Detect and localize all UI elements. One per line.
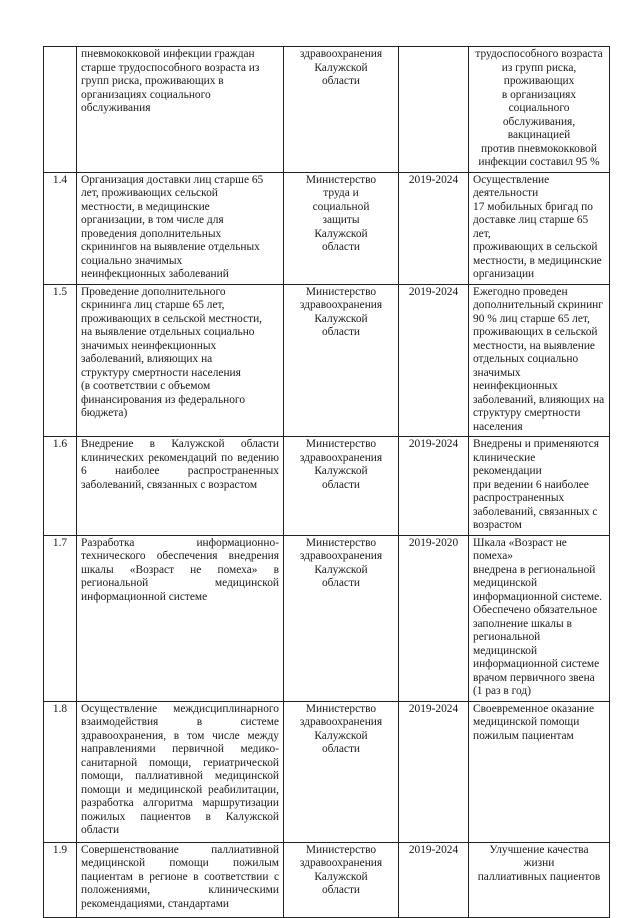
- measure-text: Осуществление междисциплинарного взаимодействия в системе здравоохранения, в том числе между направлениями первичной медико-санитарной помощи, гериатрической помощи, паллиативной медицинской помощи и медицинской реабилитации, разработка алгоритма маршрутизации пожилых пациентов в Калужской области: [77, 701, 284, 842]
- period-text: [399, 47, 469, 173]
- result-text: Внедрены и применяются клинические рекомендации при ведении 6 наиболее распространенных заболеваний, связанных с возрастом: [469, 437, 610, 536]
- table-row: [44, 284, 610, 437]
- measure-text: Совершенствование паллиативной медицинской помощи пожилым пациентам в регионе в соответствии с положениями, клиническими рекомендациями, стандартами: [77, 842, 284, 917]
- measure-text: Организация доставки лиц старше 65 лет, проживающих сельской местности, в медицинские организации, в том числе для проведения дополнительных скринингов на выявление отдельных социально значимых неинфекционных заболеваний: [77, 172, 284, 284]
- table-row: [44, 535, 610, 701]
- executor-text: Министерство здравоохранения Калужской области: [284, 437, 399, 536]
- executor-text: Министерство здравоохранения Калужской области: [284, 535, 399, 701]
- result-text: Улучшение качества жизни паллиативных пациентов: [469, 842, 610, 917]
- period-text: 2019-2024: [399, 842, 469, 917]
- table-row: [44, 701, 610, 842]
- executor-text: Министерство здравоохранения Калужской области: [284, 701, 399, 842]
- result-text: Осуществление деятельности 17 мобильных бригад по доставке лиц старше 65 лет, проживающих в сельской местности, в медицинские организации: [469, 172, 610, 284]
- period-text: 2019-2024: [399, 284, 469, 437]
- period-text: 2019-2024: [399, 437, 469, 536]
- row-number: 1.5: [44, 284, 77, 437]
- table-row: [44, 842, 610, 917]
- table-row: [44, 172, 610, 284]
- period-text: 2019-2024: [399, 172, 469, 284]
- table-row: [44, 47, 610, 173]
- table-row: [44, 437, 610, 536]
- row-number: 1.4: [44, 172, 77, 284]
- row-number: 1.6: [44, 437, 77, 536]
- measure-text: Проведение дополнительного скрининга лиц старше 65 лет, проживающих в сельской местности, на выявление отдельных социально значимых неинфекционных заболеваний, влияющих на структуру смертности населения (в соответствии с объемом финансирования из федерального бюджета): [77, 284, 284, 437]
- result-text: Ежегодно проведен дополнительный скрининг 90 % лиц старше 65 лет, проживающих в сельской местности, на выявление отдельных социально значимых неинфекционных заболеваний, влияющих на структуру смертности населения: [469, 284, 610, 437]
- executor-text: Министерство здравоохранения Калужской области: [284, 842, 399, 917]
- period-text: 2019-2020: [399, 535, 469, 701]
- executor-text: здравоохранения Калужской области: [284, 47, 399, 173]
- result-text: Шкала «Возраст не помеха» внедрена в региональной медицинской информационной системе. Обеспечено обязательное заполнение шкалы в региональной медицинской информационной системе врачом первичного звена (1 раз в год): [469, 535, 610, 701]
- measure-text: Внедрение в Калужской области клинических рекомендаций по ведению 6 наиболее распространенных заболеваний, связанных с возрастом: [77, 437, 284, 536]
- executor-text: Министерство труда и социальной защиты Калужской области: [284, 172, 399, 284]
- row-number: [44, 47, 77, 173]
- row-number: 1.7: [44, 535, 77, 701]
- measure-text: Разработка информационно-технического обеспечения внедрения шкалы «Возраст не помеха» в региональной медицинской информационной системе: [77, 535, 284, 701]
- result-text: Своевременное оказание медицинской помощи пожилым пациентам: [469, 701, 610, 842]
- result-text: трудоспособного возраста из групп риска, проживающих в организациях социального обслуживания, вакцинацией против пневмококковой инфекции составил 95 %: [469, 47, 610, 173]
- executor-text: Министерство здравоохранения Калужской области: [284, 284, 399, 437]
- period-text: 2019-2024: [399, 701, 469, 842]
- measures-table: [43, 46, 610, 918]
- row-number: 1.8: [44, 701, 77, 842]
- measure-text: пневмококковой инфекции граждан старше трудоспособного возраста из групп риска, проживающих в организациях социального обслуживания: [77, 47, 284, 173]
- row-number: 1.9: [44, 842, 77, 917]
